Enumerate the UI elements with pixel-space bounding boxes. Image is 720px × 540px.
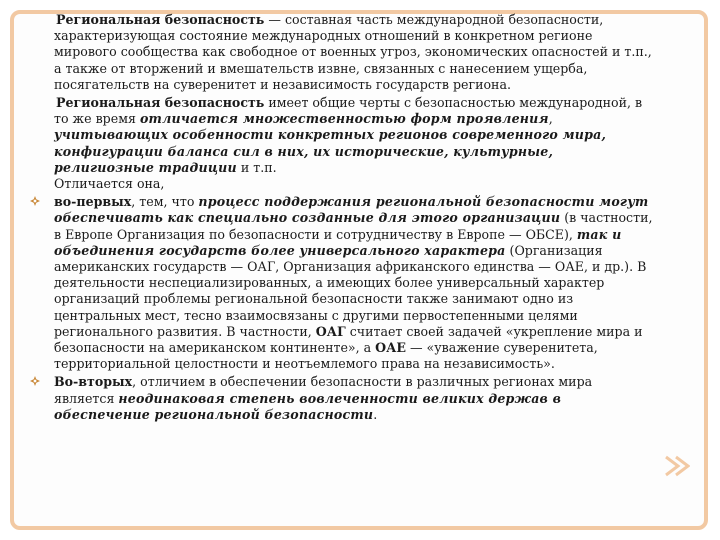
slide-content [54, 12, 654, 423]
oag-abbr: ОАГ [315, 323, 346, 339]
second-label: Во-вторых [54, 374, 133, 390]
first-label: во-первых [54, 194, 132, 210]
paragraph-definition: Региональная безопасность — составная часть международной безопасности, характеризующая состояние международных отношений в конкретном регионе мирового сообщества как свободное от военных угроз, экономических опасностей и т.п., а также от вторжений и вмешательств извне, связанных с нанесением ущерба, посягательств на суверенитет и независимость государств региона. [54, 12, 652, 92]
arrow-bracket-icon [664, 455, 690, 477]
bullet-second: Во-вторых, отличием в обеспечении безопасности в различных регионах мира является неодинаковая степень вовлеченности великих держав в обеспечение региональной безопасности. [54, 374, 654, 423]
oae-abbr: ОАЕ [375, 340, 406, 356]
term-regional-security-2: Региональная безопасность [56, 95, 265, 111]
bullet-first: во-первых, тем, что процесс поддержания региональной безопасности могут обеспечивать как специально созданные для этого организации (в частности, в Европе Организация по безопасности и сотрудничеству в Европе — ОБСЕ), так и объединения государств более универсального характера (Организация американских государств — ОАГ, Организация африканского единства — ОАЕ, и др.). В деятельности неспециализированных, а имеющих более универсальный характер организаций проблемы региональной безопасности также занимают одно из центральных мест, тесно взаимосвязаны с другими первостепенными целями регионального развития. В частности, ОАГ считает своей задачей «укрепление мира и безопасности на американском континенте», а ОАЕ — «уважение суверенитета, территориальной целостности и неотъемлемого права на независимость». [54, 194, 654, 372]
fleuron-bullet-icon [29, 375, 41, 387]
term-regional-security: Региональная безопасность [56, 12, 265, 27]
paragraph-features: Региональная безопасность имеет общие черты с безопасностью международной, в то же время отличается множественностью форм проявления, учитывающих особенности конкретных регионов современного мира, конфигурации баланса сил в них, их исторические, культурные, религиозные традиции и т.п. Отличается она, [54, 95, 643, 192]
fleuron-bullet-icon [29, 195, 41, 207]
